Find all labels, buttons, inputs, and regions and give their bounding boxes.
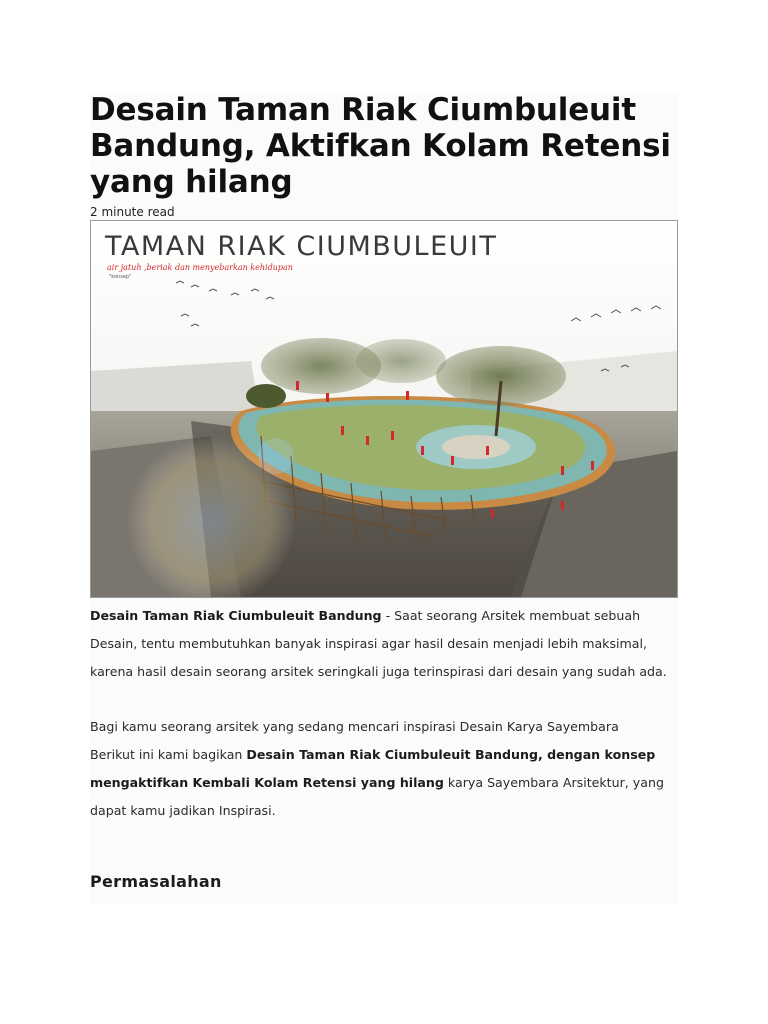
intro-text: - Saat seorang Arsitek membuat sebuah Desain, tentu membutuhkan banyak inspirasi agar hasil desain menjadi lebih maksimal, karena hasil desain seorang arsitek seringkali juga terinspirasi dari desain yang sudah ada. [90, 608, 667, 679]
inspiration-outro: karya Sayembara Arsitektur, yang dapat kamu jadikan Inspirasi. [90, 775, 664, 818]
park-rendering [91, 221, 677, 597]
read-time: 2 minute read [90, 205, 175, 219]
hero-image-note: "konsep" [109, 274, 132, 280]
hero-image [90, 220, 678, 598]
hero-image-title: TAMAN RIAK CIUMBULEUIT [105, 231, 498, 262]
intro-lead-bold: Desain Taman Riak Ciumbuleuit Bandung [90, 608, 382, 623]
inspiration-paragraph [90, 713, 682, 825]
inspiration-bold: Desain Taman Riak Ciumbuleuit Bandung, dengan konsep mengaktifkan Kembali Kolam Retensi yang hilang [90, 747, 656, 790]
hero-image-tagline: air jatuh ,beriak dan menyebarkan kehidupan [107, 263, 293, 272]
intro-paragraph [90, 602, 682, 686]
section-heading: Permasalahan [90, 872, 222, 891]
article-title: Desain Taman Riak Ciumbuleuit Bandung, Aktifkan Kolam Retensi yang hilang [90, 92, 671, 200]
inspiration-intro: Berikut ini kami bagikan [90, 747, 247, 762]
inspiration-line1: Bagi kamu seorang arsitek yang sedang mencari inspirasi Desain Karya Sayembara [90, 719, 619, 734]
